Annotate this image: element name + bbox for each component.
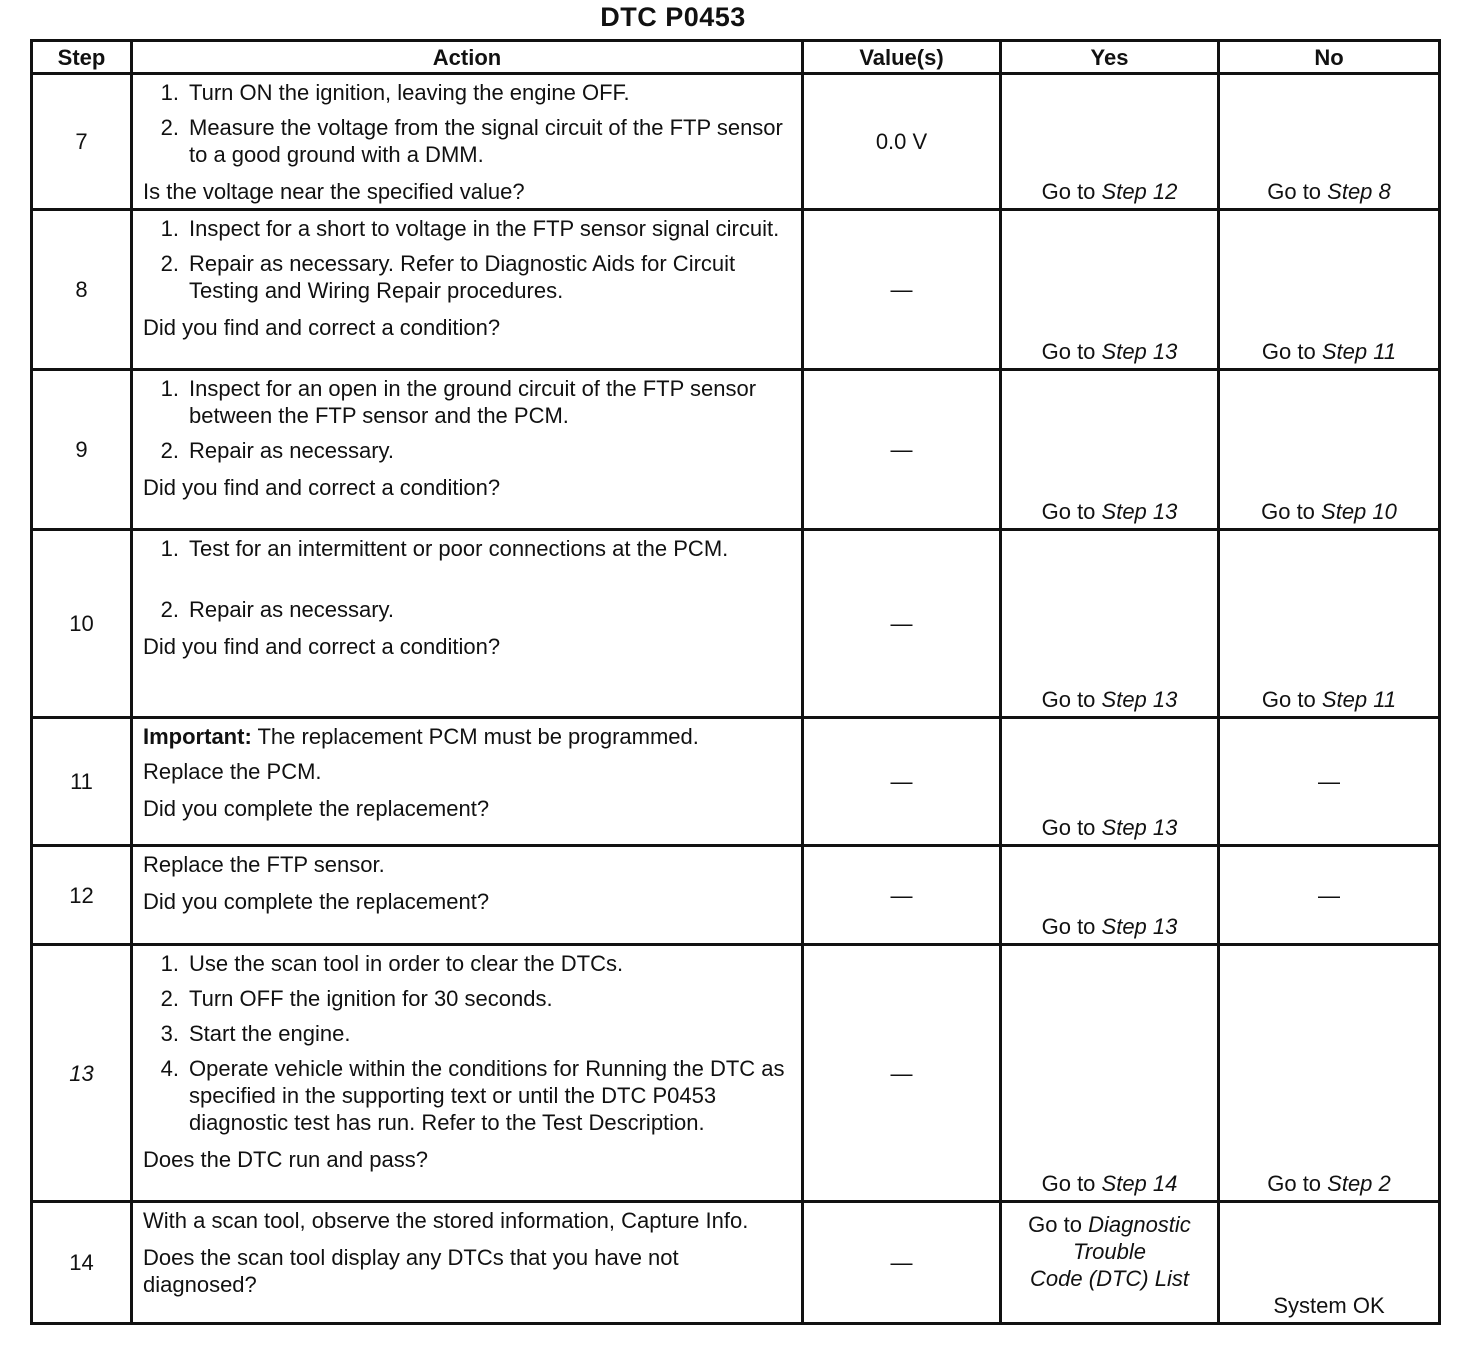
header-no: No (1219, 41, 1440, 74)
yes-cell: Go to Step 13 (1001, 530, 1219, 718)
question: Does the scan tool display any DTCs that you have not diagnosed? (143, 1245, 679, 1297)
step-number: 14 (32, 1202, 132, 1324)
step-number: 9 (32, 370, 132, 530)
header-row (32, 41, 1440, 74)
action-cell: 1. Inspect for a short to voltage in the FTP sensor signal circuit. 2. Repair as necessary. Refer to Diagnostic Aids for Circuit Testing and Wiring Repair procedures. Did you find and correct a condition? (132, 210, 803, 370)
question: Does the DTC run and pass? (143, 1147, 428, 1172)
value-cell: — (803, 846, 1001, 945)
table-row (32, 210, 1440, 370)
question: Did you find and correct a condition? (143, 475, 501, 500)
header-step: Step (32, 41, 132, 74)
header-yes: Yes (1001, 41, 1219, 74)
action-cell: Important: The replacement PCM must be programmed. Replace the PCM. Did you complete the replacement? (132, 718, 803, 846)
table-row (32, 718, 1440, 846)
no-cell: Go to Step 10 (1219, 370, 1440, 530)
table-row (32, 1202, 1440, 1324)
value-cell: — (803, 370, 1001, 530)
action-cell: 1. Use the scan tool in order to clear the DTCs. 2. Turn OFF the ignition for 30 seconds. 3. Start the engine. 4. Operate vehicle within the conditions for Running the DTC as specified in the supporting text or until the DTC P0453 diagnostic test has run. Refer to the Test Description. Does the DTC run and pass? (132, 945, 803, 1202)
diagnostic-table (30, 39, 1441, 1325)
value-cell: 0.0 V (803, 74, 1001, 210)
no-cell: Go to Step 2 (1219, 945, 1440, 1202)
action-cell: 1. Turn ON the ignition, leaving the engine OFF. 2. Measure the voltage from the signal circuit of the FTP sensor to a good ground with a DMM. Is the voltage near the specified value? (132, 74, 803, 210)
no-cell: System OK (1219, 1202, 1440, 1324)
table-row (32, 370, 1440, 530)
table-row (32, 74, 1440, 210)
yes-cell: Go to Step 13 (1001, 370, 1219, 530)
yes-cell: Go to Step 13 (1001, 846, 1219, 945)
question: Is the voltage near the specified value? (143, 179, 525, 204)
action-cell: 1. Inspect for an open in the ground circuit of the FTP sensor between the FTP sensor and the PCM. 2. Repair as necessary. Did you find and correct a condition? (132, 370, 803, 530)
question: Did you complete the replacement? (143, 796, 490, 821)
yes-cell: Go to Step 13 (1001, 210, 1219, 370)
yes-cell: Go to Step 12 (1001, 74, 1219, 210)
action-cell: Replace the FTP sensor. Did you complete the replacement? (132, 846, 803, 945)
value-cell: — (803, 210, 1001, 370)
no-cell: — (1219, 846, 1440, 945)
question: Did you find and correct a condition? (143, 315, 501, 340)
important-label: Important: (143, 724, 252, 749)
action-cell: 1. Test for an intermittent or poor connections at the PCM. 2. Repair as necessary. Did you find and correct a condition? (132, 530, 803, 718)
action-cell: With a scan tool, observe the stored information, Capture Info. Does the scan tool display any DTCs that you have not diagnosed? (132, 1202, 803, 1324)
step-number: 12 (32, 846, 132, 945)
step-number: 11 (32, 718, 132, 846)
step-number: 7 (32, 74, 132, 210)
table-row (32, 530, 1440, 718)
no-cell: Go to Step 8 (1219, 74, 1440, 210)
page-title: DTC P0453 (600, 2, 746, 32)
value-cell: — (803, 530, 1001, 718)
question: Did you complete the replacement? (143, 889, 490, 914)
step-number: 8 (32, 210, 132, 370)
yes-cell: Go to Step 14 (1001, 945, 1219, 1202)
no-cell: — (1219, 718, 1440, 846)
step-number: 13 (32, 945, 132, 1202)
no-cell: Go to Step 11 (1219, 530, 1440, 718)
header-action: Action (132, 41, 803, 74)
table-row (32, 846, 1440, 945)
no-cell: Go to Step 11 (1219, 210, 1440, 370)
yes-cell: Go to Step 13 (1001, 718, 1219, 846)
step-number: 10 (32, 530, 132, 718)
header-values: Value(s) (803, 41, 1001, 74)
value-cell: — (803, 1202, 1001, 1324)
table-row (32, 945, 1440, 1202)
yes-cell: Go to Diagnostic Trouble Code (DTC) List (1001, 1202, 1219, 1324)
question: Did you find and correct a condition? (143, 634, 501, 659)
value-cell: — (803, 718, 1001, 846)
value-cell: — (803, 945, 1001, 1202)
